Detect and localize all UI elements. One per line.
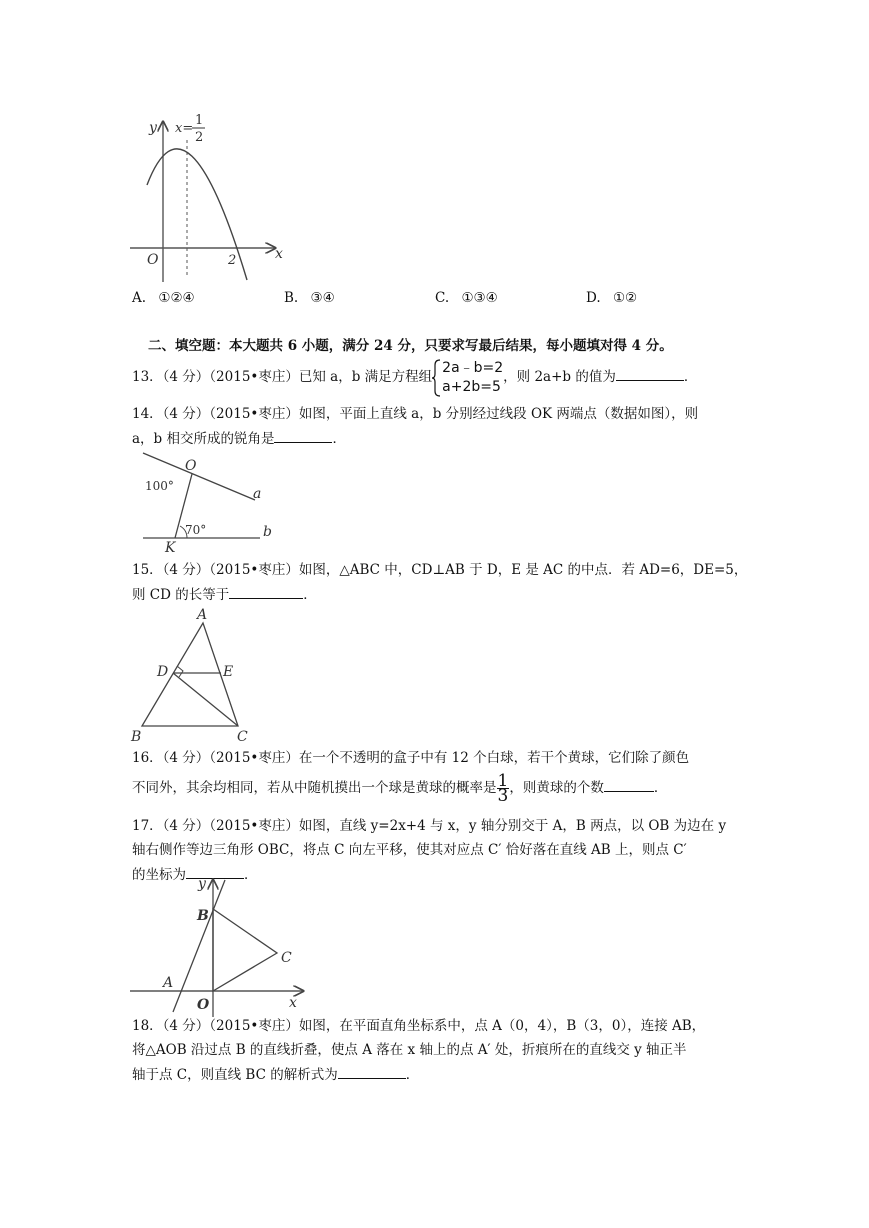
q15-text: 则 CD 的长等于	[132, 587, 230, 603]
point-b-label: B	[131, 729, 142, 745]
option-letter: A.	[132, 290, 147, 306]
question-18-line-1: 18．（4 分）（2015•枣庄）如图，在平面直角坐标系中，点 A（0，4），B（3，0），连接 AB，	[132, 1018, 706, 1034]
origin-label: O	[147, 252, 159, 268]
question-14-line-1: 14．（4 分）（2015•枣庄）如图，平面上直线 a，b 分别经过线段 OK 两端点（数据如图），则	[132, 406, 699, 422]
x-label: x	[289, 995, 297, 1011]
coordinate-figure	[125, 872, 315, 1022]
q17-text: 的坐标为	[132, 867, 186, 883]
axis-eq-label: x=	[175, 121, 194, 136]
point-d-label: D	[157, 664, 169, 680]
question-15-line-1: 15．（4 分）（2015•枣庄）如图，△ABC 中，CD⊥AB 于 D，E 是 AC 的中点．若 AD=6，DE=5，	[132, 562, 748, 578]
axis-eq-den: 2	[195, 130, 204, 145]
q13-prefix: 13．（4 分）（2015•枣庄）已知 a，b 满足方程组	[132, 369, 433, 385]
q18-text: 轴于点 C，则直线 BC 的解析式为	[132, 1067, 338, 1083]
point-k-label: K	[165, 540, 176, 555]
point-a-label: A	[197, 607, 208, 623]
triangle-obc	[213, 909, 277, 991]
option-text: ①②④	[158, 290, 195, 306]
equation-system	[432, 359, 503, 397]
y-label: y	[198, 876, 206, 892]
option-b	[284, 288, 335, 308]
line-a-label: a	[253, 486, 262, 502]
option-text: ①③④	[461, 290, 498, 306]
probability-fraction	[497, 771, 510, 806]
lines-figure	[135, 450, 285, 555]
two-label: 2	[228, 253, 237, 268]
q14-text: a，b 相交所成的锐角是	[132, 431, 275, 447]
question-17-line-2: 轴右侧作等边三角形 OBC，将点 C 向左平移，使其对应点 C′ 恰好落在直线 AB 上，则点 C′	[132, 842, 687, 858]
triangle-figure	[125, 605, 265, 745]
answer-blank[interactable]	[274, 428, 332, 443]
question-17-line-1: 17．（4 分）（2015•枣庄）如图，直线 y=2x+4 与 x，y 轴分别交于 A，B 两点，以 OB 为边在 y	[132, 818, 727, 834]
point-a-label: A	[163, 975, 174, 991]
q13-suffix: ，则 2a+b 的值为	[503, 369, 616, 385]
point-o-label: O	[185, 458, 197, 474]
question-16-line-2	[132, 772, 667, 804]
answer-blank[interactable]	[616, 366, 684, 381]
answer-blank[interactable]	[338, 1064, 406, 1079]
option-d	[586, 288, 637, 308]
angle-70-label: 70°	[185, 523, 207, 537]
section-title: 二、填空题：本大题共 6 小题，满分 24 分，只要求写最后结果，每小题填对得 4 分。	[148, 338, 673, 354]
point-c-label: C	[237, 729, 248, 745]
option-letter: D.	[586, 290, 601, 306]
line-ab	[173, 880, 225, 1012]
answer-blank[interactable]	[229, 584, 303, 599]
angle-100-label: 100°	[145, 479, 174, 493]
option-letter: B.	[284, 290, 299, 306]
point-b-label: B	[197, 908, 209, 924]
equation-1: 2a﹣b=2	[442, 359, 504, 376]
question-18-line-2: 将△AOB 沿过点 B 的直线折叠，使点 A 落在 x 轴上的点 A′ 处，折痕所在的直线交 y 轴正半	[132, 1042, 687, 1058]
option-a	[132, 288, 195, 308]
option-text: ③④	[310, 290, 335, 306]
point-e-label: E	[223, 664, 234, 680]
q13-end: ．	[683, 369, 698, 385]
line-b-label: b	[263, 524, 272, 540]
x-label: x	[275, 246, 283, 262]
q18-end: ．	[405, 1067, 420, 1083]
question-18-line-3	[132, 1064, 419, 1085]
brace-icon	[432, 359, 441, 397]
answer-blank[interactable]	[604, 777, 654, 792]
question-13	[132, 358, 697, 397]
fraction-numerator: 1	[497, 771, 509, 791]
question-15-line-2	[132, 584, 317, 605]
q16-end: ．	[653, 780, 668, 796]
y-label: y	[149, 120, 157, 136]
q15-end: ．	[303, 587, 317, 603]
q14-end: ．	[332, 431, 346, 447]
option-c	[435, 288, 498, 308]
q17-end: ．	[244, 867, 258, 883]
equation-2: a+2b=5	[442, 378, 501, 395]
q16-text: 不同外，其余均相同，若从中随机摸出一个球是黄球的概率是	[132, 780, 497, 796]
option-text: ①②	[612, 290, 638, 306]
origin-label: O	[197, 997, 210, 1013]
question-16-line-1: 16．（4 分）（2015•枣庄）在一个不透明的盒子中有 12 个白球，若干个黄球，它们除了颜色	[132, 750, 690, 766]
parabola-figure	[125, 110, 290, 285]
right-angle-mark	[177, 666, 183, 677]
point-c-label: C	[281, 950, 292, 966]
segment-cd	[173, 673, 238, 726]
question-14-line-2	[132, 428, 346, 449]
option-letter: C.	[435, 290, 450, 306]
axis-eq-num: 1	[195, 113, 204, 128]
fraction-denominator: 3	[497, 786, 509, 806]
q16-text-b: ，则黄球的个数	[509, 780, 604, 796]
